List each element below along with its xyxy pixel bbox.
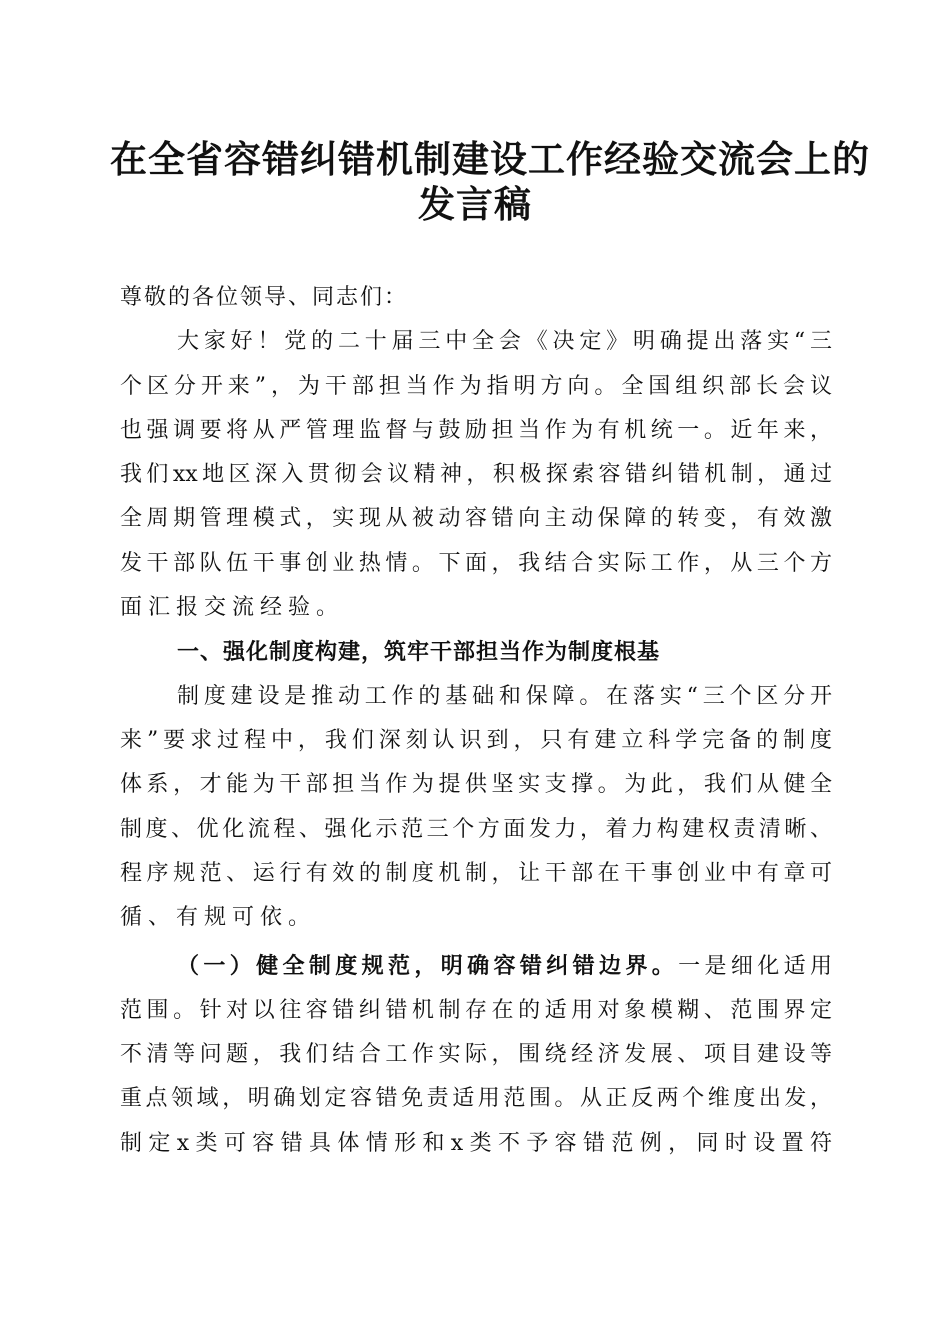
paragraph-line: 个区分开来”，为干部担当作为指明方向。全国组织部长会议 bbox=[120, 373, 832, 399]
title-line-1: 在全省容错纠错机制建设工作经验交流会上的 bbox=[110, 137, 870, 181]
paragraph bbox=[120, 675, 832, 941]
title-line-2: 发言稿 bbox=[418, 182, 532, 226]
paragraph-line: 制度、优化流程、强化示范三个方面发力，着力构建权责清晰、 bbox=[120, 816, 832, 842]
subsection-lead: （一）健全制度规范，明确容错纠错边界。 bbox=[177, 953, 679, 980]
paragraph bbox=[120, 320, 832, 630]
document-title bbox=[110, 137, 870, 227]
paragraph-line: 一、强化制度构建，筑牢干部担当作为制度根基 bbox=[177, 639, 661, 666]
document-body bbox=[120, 276, 832, 1166]
paragraph bbox=[120, 944, 832, 1165]
paragraph-line: 制定x类可容错具体情形和x类不予容错范例，同时设置符 bbox=[120, 1130, 832, 1156]
paragraph-line: 循、有规可依。 bbox=[120, 905, 317, 931]
paragraph-line: 不清等问题，我们结合工作实际，围绕经济发展、项目建设等 bbox=[120, 1042, 832, 1068]
section-heading bbox=[120, 630, 832, 674]
paragraph-line: 程序规范、运行有效的制度机制，让干部在干事创业中有章可 bbox=[120, 860, 832, 886]
paragraph-line: 重点领域，明确划定容错免责适用范围。从正反两个维度出发， bbox=[120, 1086, 832, 1112]
paragraph-line: 体系，才能为干部担当作为提供坚实支撑。为此，我们从健全 bbox=[120, 772, 832, 798]
greeting: 尊敬的各位领导、同志们： bbox=[120, 285, 409, 310]
paragraph-line: 来”要求过程中，我们深刻认识到，只有建立科学完备的制度 bbox=[120, 727, 832, 753]
paragraph-line: 大家好！党的二十届三中全会《决定》明确提出落实“三 bbox=[177, 329, 832, 355]
paragraph-line: 也强调要将从严管理监督与鼓励担当作为有机统一。近年来， bbox=[120, 417, 832, 443]
paragraph-line: 全周期管理模式，实现从被动容错向主动保障的转变，有效激 bbox=[120, 506, 832, 532]
paragraph-line: 范围。针对以往容错纠错机制存在的适用对象模糊、范围界定 bbox=[120, 997, 832, 1023]
paragraph-line bbox=[120, 944, 832, 988]
paragraph-line: 面汇报交流经验。 bbox=[120, 595, 345, 621]
line-text: 一是细化适用 bbox=[678, 954, 832, 980]
paragraph-line: 我们xx地区深入贯彻会议精神，积极探索容错纠错机制，通过 bbox=[120, 462, 832, 488]
paragraph-line: 发干部队伍干事创业热情。下面，我结合实际工作，从三个方 bbox=[120, 550, 832, 576]
paragraph-line: 制度建设是推动工作的基础和保障。在落实“三个区分开 bbox=[177, 683, 832, 709]
